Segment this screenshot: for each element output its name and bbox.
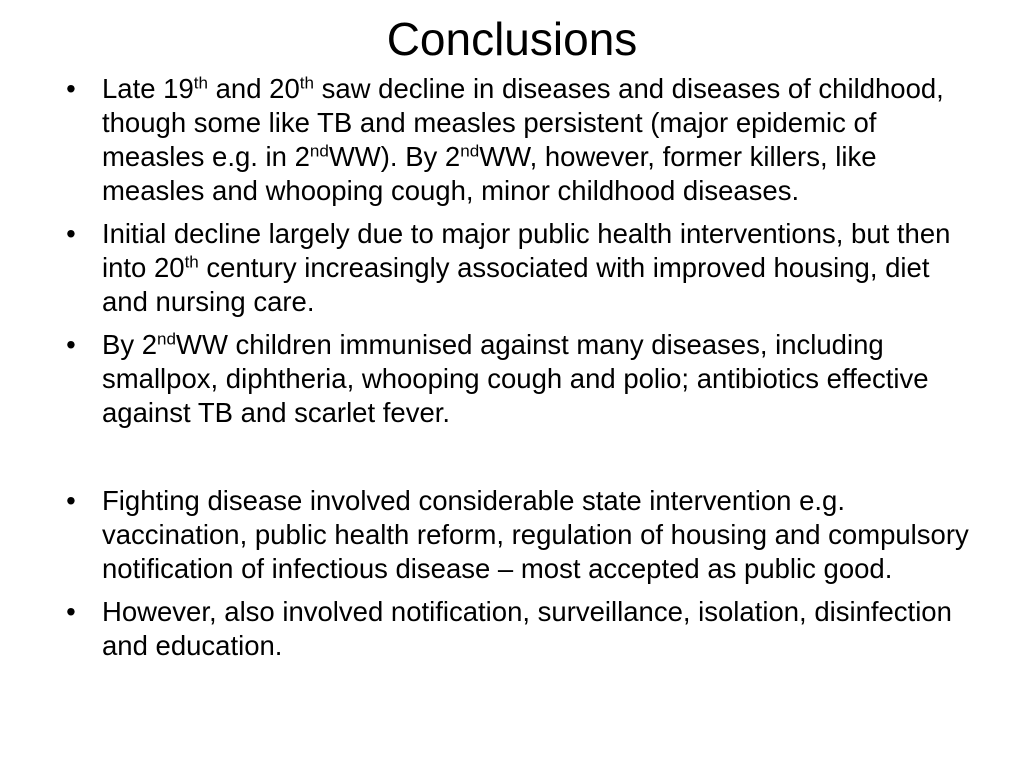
superscript: nd <box>460 141 480 161</box>
text-run: WW, however, former killers, like measles and whooping cough, minor childhood diseases. <box>102 141 877 206</box>
bullet-item <box>60 484 980 586</box>
text-run: By 2 <box>102 329 158 360</box>
bullet-text <box>102 485 969 584</box>
text-run: saw decline in diseases and diseases of childhood, though some like TB and measles persistent (major epidemic of measles e.g. in 2 <box>102 73 944 172</box>
bullet-marker: • <box>66 485 76 516</box>
bullet-text <box>102 218 950 317</box>
bullet-item <box>60 217 980 319</box>
bullet-text <box>102 596 952 661</box>
text-run: However, also involved notification, surveillance, isolation, disinfection and education. <box>102 596 952 661</box>
superscript: th <box>184 252 199 272</box>
bullet-text <box>102 73 944 206</box>
text-run: Late 19 <box>102 73 194 104</box>
text-run: Initial decline largely due to major public health interventions, but then into 20 <box>102 218 951 283</box>
bullet-marker: • <box>66 73 76 104</box>
text-run: century increasingly associated with improved housing, diet and nursing care. <box>102 252 930 317</box>
superscript: nd <box>157 329 176 349</box>
text-run: WW). By 2 <box>328 141 461 172</box>
bullet-marker: • <box>66 329 76 360</box>
text-run: and 20 <box>207 73 300 104</box>
superscript: th <box>193 73 208 93</box>
text-run: Fighting disease involved considerable state intervention e.g. vaccination, public health reform, regulation of housing and compulsory notification of infectious disease – most accepted as public good. <box>102 485 969 584</box>
slide-title: Conclusions <box>386 13 638 65</box>
superscript: nd <box>309 141 329 161</box>
bullet-marker: • <box>66 218 76 249</box>
bullet-text <box>102 329 929 428</box>
bullet-marker: • <box>66 596 76 627</box>
bullet-item <box>60 72 980 208</box>
text-run: WW children immunised against many diseases, including smallpox, diphtheria, whooping cough and polio; antibiotics effective against TB and scarlet fever. <box>102 329 929 428</box>
bullet-item <box>60 595 980 663</box>
superscript: th <box>299 73 314 93</box>
bullet-list <box>60 72 980 672</box>
bullet-item <box>60 328 980 430</box>
